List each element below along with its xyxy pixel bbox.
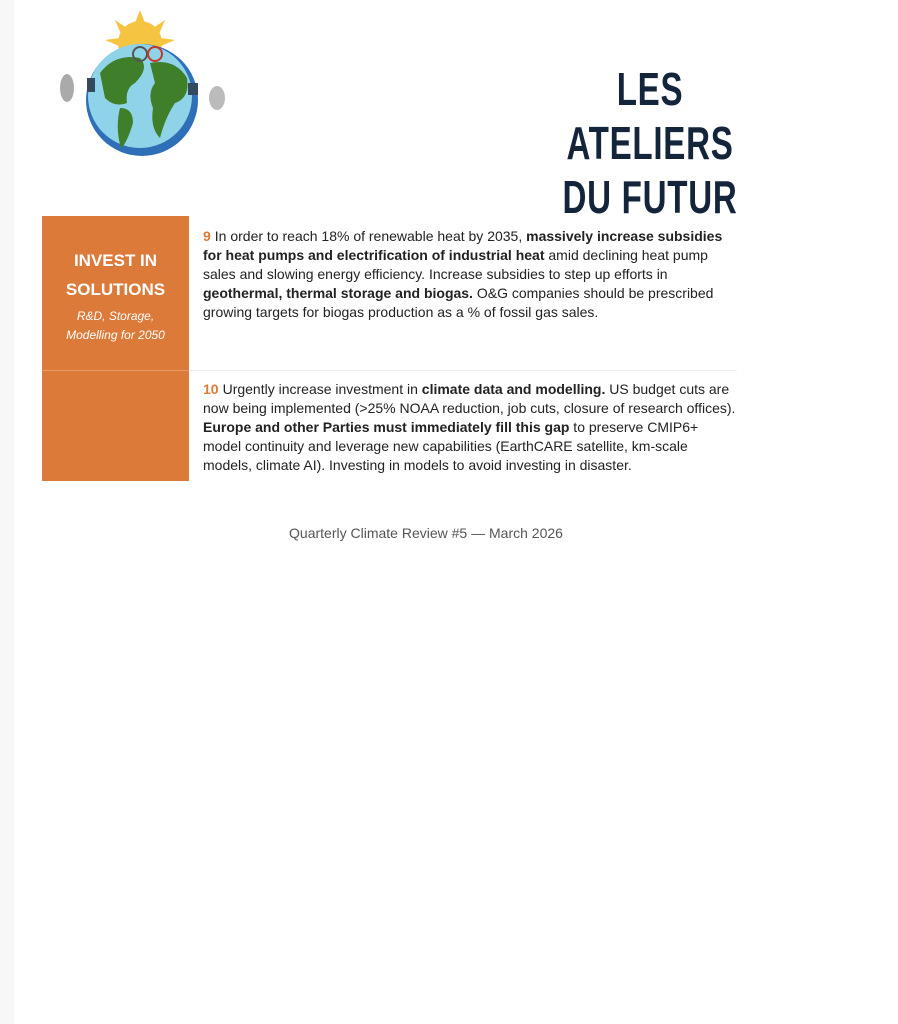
brand-line-2: DU FUTUR bbox=[562, 171, 738, 223]
page-margin bbox=[0, 0, 14, 1024]
item-number: 10 bbox=[203, 381, 219, 397]
recommendation-10: 10 Urgently increase investment in climate data and modelling. US budget cuts are now being implemented (>25% NOAA reduction, job cuts, closure of research offices). Europe and other Parties must immediately fill this gap to preserve CMIP6+ model continuity and leverage new capabilities (EarthCARE satellite, km-scale models, climate AI). Investing in models to avoid investing in disaster. bbox=[203, 381, 736, 473]
row-divider bbox=[189, 370, 737, 371]
globe-logo-icon bbox=[55, 8, 230, 158]
section-title: INVEST IN SOLUTIONS bbox=[65, 251, 166, 299]
section-subtitle: R&D, Storage, Modelling for 2050 bbox=[66, 309, 165, 342]
footer-text: Quarterly Climate Review #5 — March 2026 bbox=[289, 525, 563, 541]
recommendation-9: 9 In order to reach 18% of renewable heat by 2035, massively increase subsidies for heat pumps and electrification of industrial heat amid declining heat pump sales and slowing energy efficiency. Increase subsidies to step up efforts in geothermal, thermal storage and biogas. O&G companies should be prescribed growing targets for biogas production as a % of fossil gas sales. bbox=[203, 228, 723, 320]
sidebar-divider bbox=[42, 370, 189, 371]
brand-logo-text bbox=[500, 62, 800, 224]
brand-line-1: LES ATELIERS bbox=[566, 63, 734, 169]
item-number: 9 bbox=[203, 228, 211, 244]
section-sidebar bbox=[42, 216, 189, 481]
